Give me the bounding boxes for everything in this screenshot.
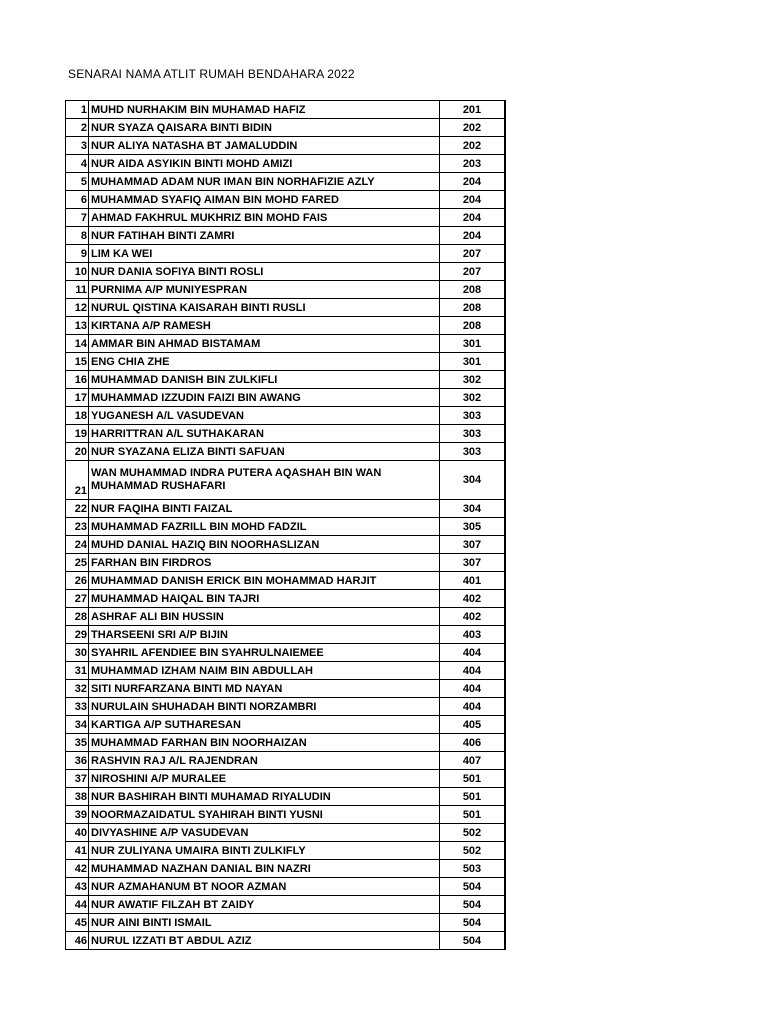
athlete-name-cell: MUHAMMAD ADAM NUR IMAN BIN NORHAFIZIE AZLY <box>89 173 440 191</box>
table-row <box>66 860 506 878</box>
athlete-name-cell: HARRITTRAN A/L SUTHAKARAN <box>89 425 440 443</box>
class-cell: 304 <box>440 461 506 500</box>
table-row <box>66 299 506 317</box>
class-cell: 304 <box>440 500 506 518</box>
athlete-name-cell: MUHD NURHAKIM BIN MUHAMAD HAFIZ <box>89 101 440 119</box>
athlete-name-cell: ENG CHIA ZHE <box>89 353 440 371</box>
table-row <box>66 101 506 119</box>
class-cell: 303 <box>440 407 506 425</box>
row-number-cell: 28 <box>66 608 89 626</box>
row-number-cell: 43 <box>66 878 89 896</box>
row-number-cell: 5 <box>66 173 89 191</box>
class-cell: 403 <box>440 626 506 644</box>
row-number-cell: 46 <box>66 932 89 950</box>
table-row <box>66 842 506 860</box>
class-cell: 501 <box>440 806 506 824</box>
table-row <box>66 716 506 734</box>
athlete-name-cell: NUR AZMAHANUM BT NOOR AZMAN <box>89 878 440 896</box>
athlete-name-cell: AMMAR BIN AHMAD BISTAMAM <box>89 335 440 353</box>
table-row <box>66 245 506 263</box>
class-cell: 204 <box>440 191 506 209</box>
athlete-name-cell: NUR ALIYA NATASHA BT JAMALUDDIN <box>89 137 440 155</box>
class-cell: 302 <box>440 371 506 389</box>
athlete-name-cell: LIM KA WEI <box>89 245 440 263</box>
row-number-cell: 33 <box>66 698 89 716</box>
athlete-name-cell: WAN MUHAMMAD INDRA PUTERA AQASHAH BIN WAN MUHAMMAD RUSHAFARI <box>89 461 440 500</box>
table-row <box>66 590 506 608</box>
class-cell: 203 <box>440 155 506 173</box>
class-cell: 204 <box>440 227 506 245</box>
class-cell: 204 <box>440 173 506 191</box>
athlete-name-cell: AHMAD FAKHRUL MUKHRIZ BIN MOHD FAIS <box>89 209 440 227</box>
table-row <box>66 407 506 425</box>
row-number-cell: 44 <box>66 896 89 914</box>
table-row <box>66 644 506 662</box>
row-number-cell: 35 <box>66 734 89 752</box>
row-number-cell: 17 <box>66 389 89 407</box>
table-row <box>66 500 506 518</box>
athlete-name-cell: MUHD DANIAL HAZIQ BIN NOORHASLIZAN <box>89 536 440 554</box>
athlete-name-cell: NUR AINI BINTI ISMAIL <box>89 914 440 932</box>
table-row <box>66 680 506 698</box>
athlete-name-cell: DIVYASHINE A/P VASUDEVAN <box>89 824 440 842</box>
row-number-cell: 36 <box>66 752 89 770</box>
table-row <box>66 626 506 644</box>
row-number-cell: 30 <box>66 644 89 662</box>
athlete-name-cell: NUR SYAZA QAISARA BINTI BIDIN <box>89 119 440 137</box>
table-row <box>66 353 506 371</box>
athlete-name-cell: NURUL IZZATI BT ABDUL AZIZ <box>89 932 440 950</box>
class-cell: 204 <box>440 209 506 227</box>
athlete-table <box>65 100 506 950</box>
athlete-name-cell: ASHRAF ALI BIN HUSSIN <box>89 608 440 626</box>
table-row <box>66 698 506 716</box>
row-number-cell: 25 <box>66 554 89 572</box>
athlete-name-cell: MUHAMMAD NAZHAN DANIAL BIN NAZRI <box>89 860 440 878</box>
row-number-cell: 14 <box>66 335 89 353</box>
athlete-name-cell: MUHAMMAD IZZUDIN FAIZI BIN AWANG <box>89 389 440 407</box>
athlete-name-cell: NURULAIN SHUHADAH BINTI NORZAMBRI <box>89 698 440 716</box>
athlete-table-body <box>66 101 506 950</box>
row-number-cell: 27 <box>66 590 89 608</box>
class-cell: 404 <box>440 698 506 716</box>
athlete-name-cell: MUHAMMAD HAIQAL BIN TAJRI <box>89 590 440 608</box>
class-cell: 301 <box>440 353 506 371</box>
athlete-name-cell: NOORMAZAIDATUL SYAHIRAH BINTI YUSNI <box>89 806 440 824</box>
class-cell: 301 <box>440 335 506 353</box>
table-row <box>66 608 506 626</box>
athlete-name-cell: SITI NURFARZANA BINTI MD NAYAN <box>89 680 440 698</box>
row-number-cell: 20 <box>66 443 89 461</box>
row-number-cell: 15 <box>66 353 89 371</box>
class-cell: 501 <box>440 770 506 788</box>
athlete-name-cell: MUHAMMAD DANISH ERICK BIN MOHAMMAD HARJIT <box>89 572 440 590</box>
row-number-cell: 2 <box>66 119 89 137</box>
athlete-name-cell: NUR AWATIF FILZAH BT ZAIDY <box>89 896 440 914</box>
row-number-cell: 40 <box>66 824 89 842</box>
athlete-name-cell: NURUL QISTINA KAISARAH BINTI RUSLI <box>89 299 440 317</box>
class-cell: 504 <box>440 932 506 950</box>
row-number-cell: 26 <box>66 572 89 590</box>
class-cell: 504 <box>440 878 506 896</box>
class-cell: 407 <box>440 752 506 770</box>
table-row <box>66 824 506 842</box>
athlete-name-cell: NUR ZULIYANA UMAIRA BINTI ZULKIFLY <box>89 842 440 860</box>
row-number-cell: 24 <box>66 536 89 554</box>
row-number-cell: 16 <box>66 371 89 389</box>
document-title: SENARAI NAMA ATLIT RUMAH BENDAHARA 2022 <box>68 67 355 81</box>
row-number-cell: 6 <box>66 191 89 209</box>
athlete-name-cell: NUR BASHIRAH BINTI MUHAMAD RIYALUDIN <box>89 788 440 806</box>
class-cell: 303 <box>440 425 506 443</box>
row-number-cell: 37 <box>66 770 89 788</box>
class-cell: 404 <box>440 680 506 698</box>
table-row <box>66 317 506 335</box>
row-number-cell: 11 <box>66 281 89 299</box>
row-number-cell: 38 <box>66 788 89 806</box>
row-number-cell: 9 <box>66 245 89 263</box>
athlete-name-cell: YUGANESH A/L VASUDEVAN <box>89 407 440 425</box>
table-row <box>66 932 506 950</box>
athlete-name-cell: MUHAMMAD DANISH BIN ZULKIFLI <box>89 371 440 389</box>
row-number-cell: 45 <box>66 914 89 932</box>
athlete-name-cell: MUHAMMAD SYAFIQ AIMAN BIN MOHD FARED <box>89 191 440 209</box>
row-number-cell: 42 <box>66 860 89 878</box>
row-number-cell: 41 <box>66 842 89 860</box>
table-row <box>66 914 506 932</box>
athlete-name-cell: NUR FATIHAH BINTI ZAMRI <box>89 227 440 245</box>
row-number-cell: 4 <box>66 155 89 173</box>
athlete-name-cell: NUR DANIA SOFIYA BINTI ROSLI <box>89 263 440 281</box>
row-number-cell: 1 <box>66 101 89 119</box>
table-row <box>66 770 506 788</box>
table-row <box>66 752 506 770</box>
table-row <box>66 536 506 554</box>
row-number-cell: 39 <box>66 806 89 824</box>
row-number-cell: 8 <box>66 227 89 245</box>
class-cell: 504 <box>440 896 506 914</box>
athlete-name-cell: NIROSHINI A/P MURALEE <box>89 770 440 788</box>
row-number-cell: 34 <box>66 716 89 734</box>
athlete-name-cell: THARSEENI SRI A/P BIJIN <box>89 626 440 644</box>
class-cell: 207 <box>440 245 506 263</box>
class-cell: 303 <box>440 443 506 461</box>
class-cell: 402 <box>440 590 506 608</box>
athlete-name-cell: MUHAMMAD FAZRILL BIN MOHD FADZIL <box>89 518 440 536</box>
row-number-cell: 19 <box>66 425 89 443</box>
class-cell: 406 <box>440 734 506 752</box>
row-number-cell: 29 <box>66 626 89 644</box>
athlete-name-cell: KARTIGA A/P SUTHARESAN <box>89 716 440 734</box>
athlete-name-cell: NUR SYAZANA ELIZA BINTI SAFUAN <box>89 443 440 461</box>
table-row <box>66 788 506 806</box>
table-row <box>66 572 506 590</box>
table-row <box>66 425 506 443</box>
athlete-name-cell: SYAHRIL AFENDIEE BIN SYAHRULNAIEMEE <box>89 644 440 662</box>
class-cell: 302 <box>440 389 506 407</box>
class-cell: 307 <box>440 554 506 572</box>
class-cell: 405 <box>440 716 506 734</box>
athlete-name-cell: KIRTANA A/P RAMESH <box>89 317 440 335</box>
class-cell: 305 <box>440 518 506 536</box>
class-cell: 208 <box>440 281 506 299</box>
table-row <box>66 209 506 227</box>
class-cell: 502 <box>440 824 506 842</box>
table-row <box>66 443 506 461</box>
row-number-cell: 23 <box>66 518 89 536</box>
table-row <box>66 191 506 209</box>
table-row <box>66 119 506 137</box>
table-row <box>66 389 506 407</box>
table-row <box>66 518 506 536</box>
athlete-name-cell: NUR FAQIHA BINTI FAIZAL <box>89 500 440 518</box>
class-cell: 404 <box>440 662 506 680</box>
athlete-name-cell: RASHVIN RAJ A/L RAJENDRAN <box>89 752 440 770</box>
row-number-cell: 18 <box>66 407 89 425</box>
athlete-name-cell: NUR AIDA ASYIKIN BINTI MOHD AMIZI <box>89 155 440 173</box>
table-row <box>66 227 506 245</box>
table-row <box>66 806 506 824</box>
table-row <box>66 263 506 281</box>
row-number-cell: 22 <box>66 500 89 518</box>
class-cell: 504 <box>440 914 506 932</box>
table-row <box>66 662 506 680</box>
class-cell: 207 <box>440 263 506 281</box>
class-cell: 307 <box>440 536 506 554</box>
class-cell: 502 <box>440 842 506 860</box>
athlete-name-cell: MUHAMMAD FARHAN BIN NOORHAIZAN <box>89 734 440 752</box>
athlete-name-cell: PURNIMA A/P MUNIYESPRAN <box>89 281 440 299</box>
class-cell: 401 <box>440 572 506 590</box>
row-number-cell: 21 <box>66 461 89 500</box>
table-row <box>66 155 506 173</box>
table-row <box>66 878 506 896</box>
class-cell: 208 <box>440 317 506 335</box>
table-row <box>66 554 506 572</box>
class-cell: 404 <box>440 644 506 662</box>
row-number-cell: 12 <box>66 299 89 317</box>
class-cell: 402 <box>440 608 506 626</box>
class-cell: 503 <box>440 860 506 878</box>
class-cell: 202 <box>440 119 506 137</box>
table-row <box>66 734 506 752</box>
table-row <box>66 281 506 299</box>
table-row <box>66 335 506 353</box>
row-number-cell: 10 <box>66 263 89 281</box>
table-row <box>66 173 506 191</box>
athlete-name-cell: FARHAN BIN FIRDROS <box>89 554 440 572</box>
row-number-cell: 32 <box>66 680 89 698</box>
athlete-name-cell: MUHAMMAD IZHAM NAIM BIN ABDULLAH <box>89 662 440 680</box>
table-row <box>66 461 506 500</box>
class-cell: 501 <box>440 788 506 806</box>
table-row <box>66 371 506 389</box>
class-cell: 202 <box>440 137 506 155</box>
row-number-cell: 3 <box>66 137 89 155</box>
class-cell: 208 <box>440 299 506 317</box>
table-row <box>66 896 506 914</box>
row-number-cell: 7 <box>66 209 89 227</box>
class-cell: 201 <box>440 101 506 119</box>
row-number-cell: 13 <box>66 317 89 335</box>
row-number-cell: 31 <box>66 662 89 680</box>
table-row <box>66 137 506 155</box>
